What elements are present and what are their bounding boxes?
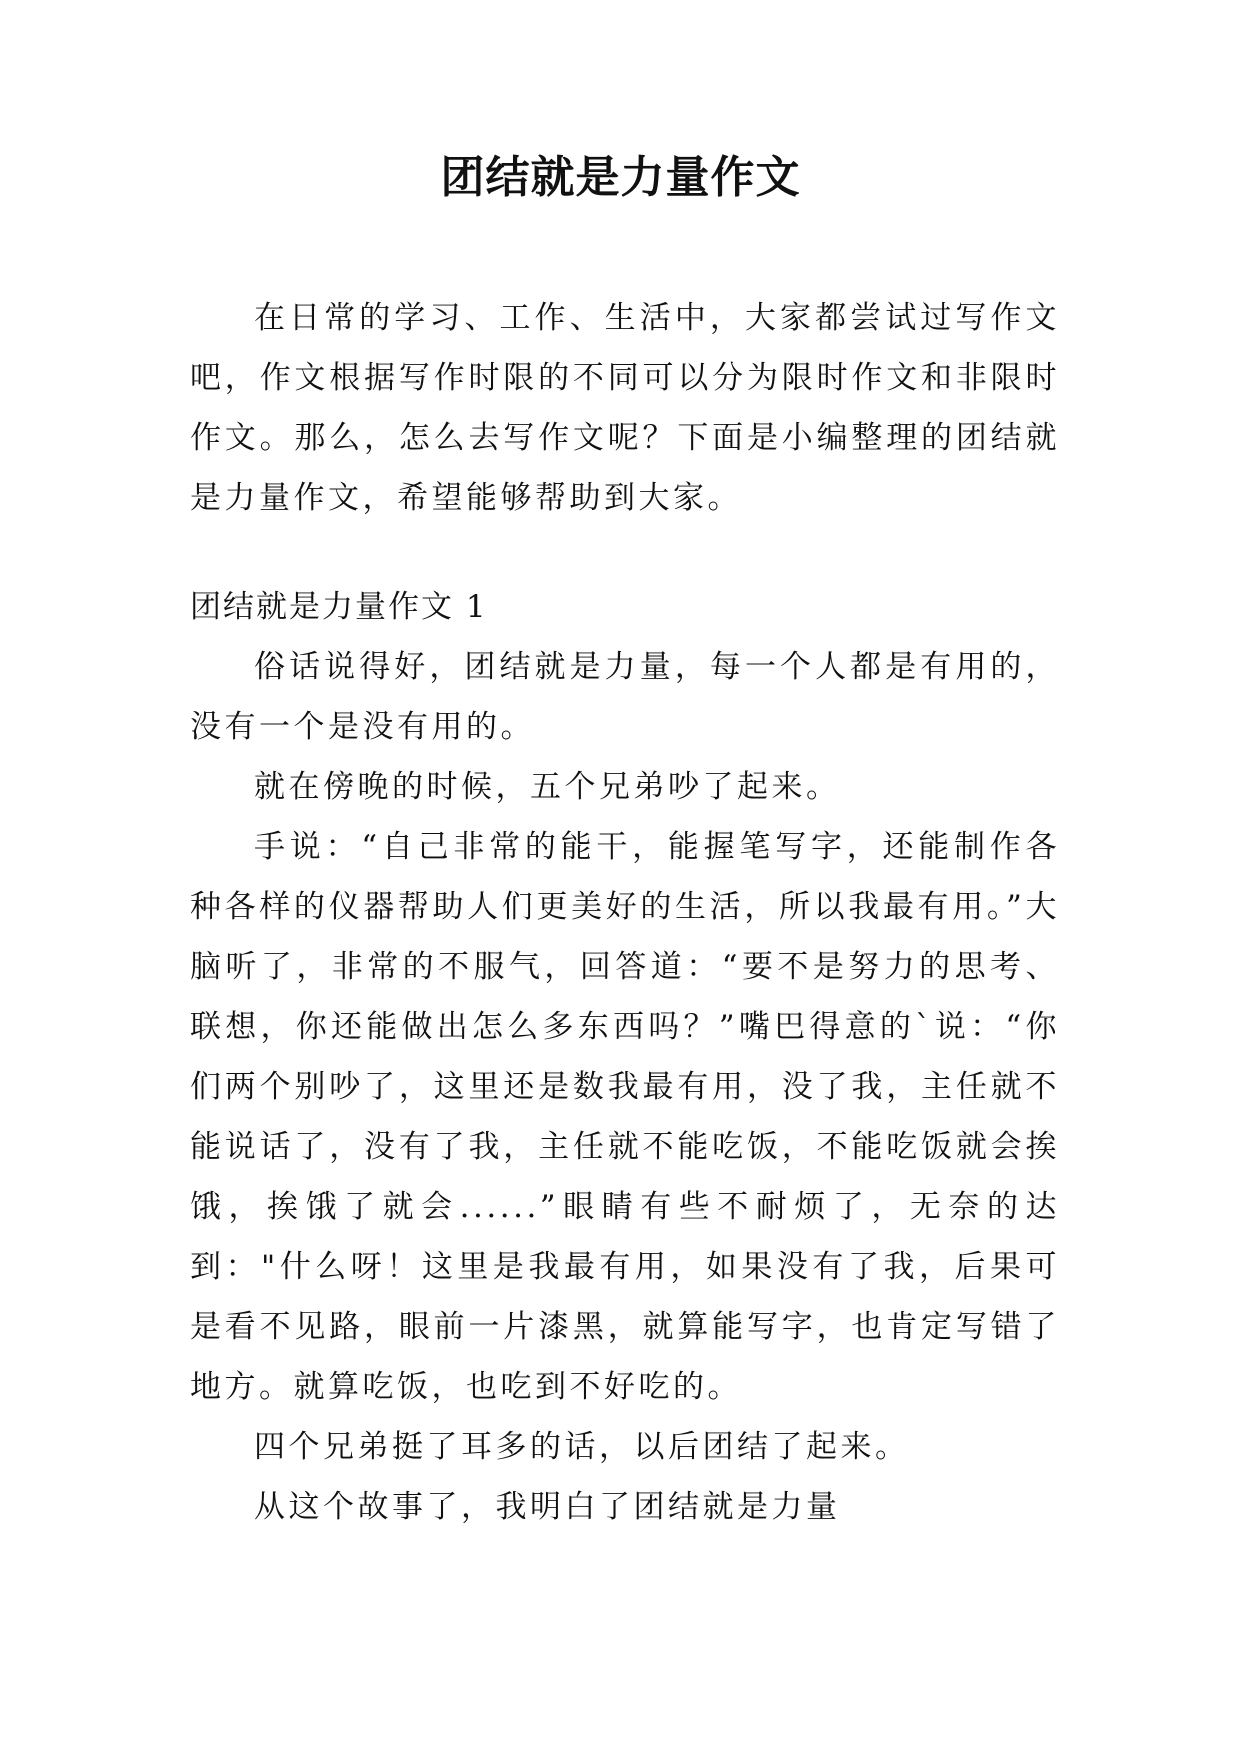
body-paragraph: 从这个故事了，我明白了团结就是力量 xyxy=(254,1489,841,1525)
body-paragraph: 四个兄弟挺了耳多的话，以后团结了起来。 xyxy=(254,1429,910,1465)
document-title: 团结就是力量作文 xyxy=(440,152,801,203)
section-heading: 团结就是力量作文 1 xyxy=(190,589,488,625)
section-block xyxy=(190,577,1060,1537)
body-paragraph: 手说：“自己非常的能干，能握笔写字，还能制作各种各样的仪器帮助人们更美好的生活，所以我最有用。”大脑听了，非常的不服气，回答道：“要不是努力的思考、联想，你还能做出怎么多东西吗？”嘴巴得意的`说：“你们两个别吵了，这里还是数我最有用，没了我，主任就不能说话了，没有了我，主任就不能吃饭，不能吃饭就会挨饿，挨饿了就会......”眼睛有些不耐烦了，无奈的达到："什么呀！这里是我最有用，如果没有了我，后果可是看不见路，眼前一片漆黑，就算能写字，也肯定写错了地方。就算吃饭，也吃到不好吃的。 xyxy=(190,829,1060,1405)
body-paragraph: 就在傍晚的时候，五个兄弟吵了起来。 xyxy=(254,769,841,805)
body-paragraph: 俗话说得好，团结就是力量，每一个人都是有用的，没有一个是没有用的。 xyxy=(190,649,1060,745)
intro-paragraph: 在日常的学习、工作、生活中，大家都尝试过写作文吧，作文根据写作时限的不同可以分为限时作文和非限时作文。那么，怎么去写作文呢？下面是小编整理的团结就是力量作文，希望能够帮助到大家。 xyxy=(190,300,1060,516)
intro-block xyxy=(190,288,1060,528)
